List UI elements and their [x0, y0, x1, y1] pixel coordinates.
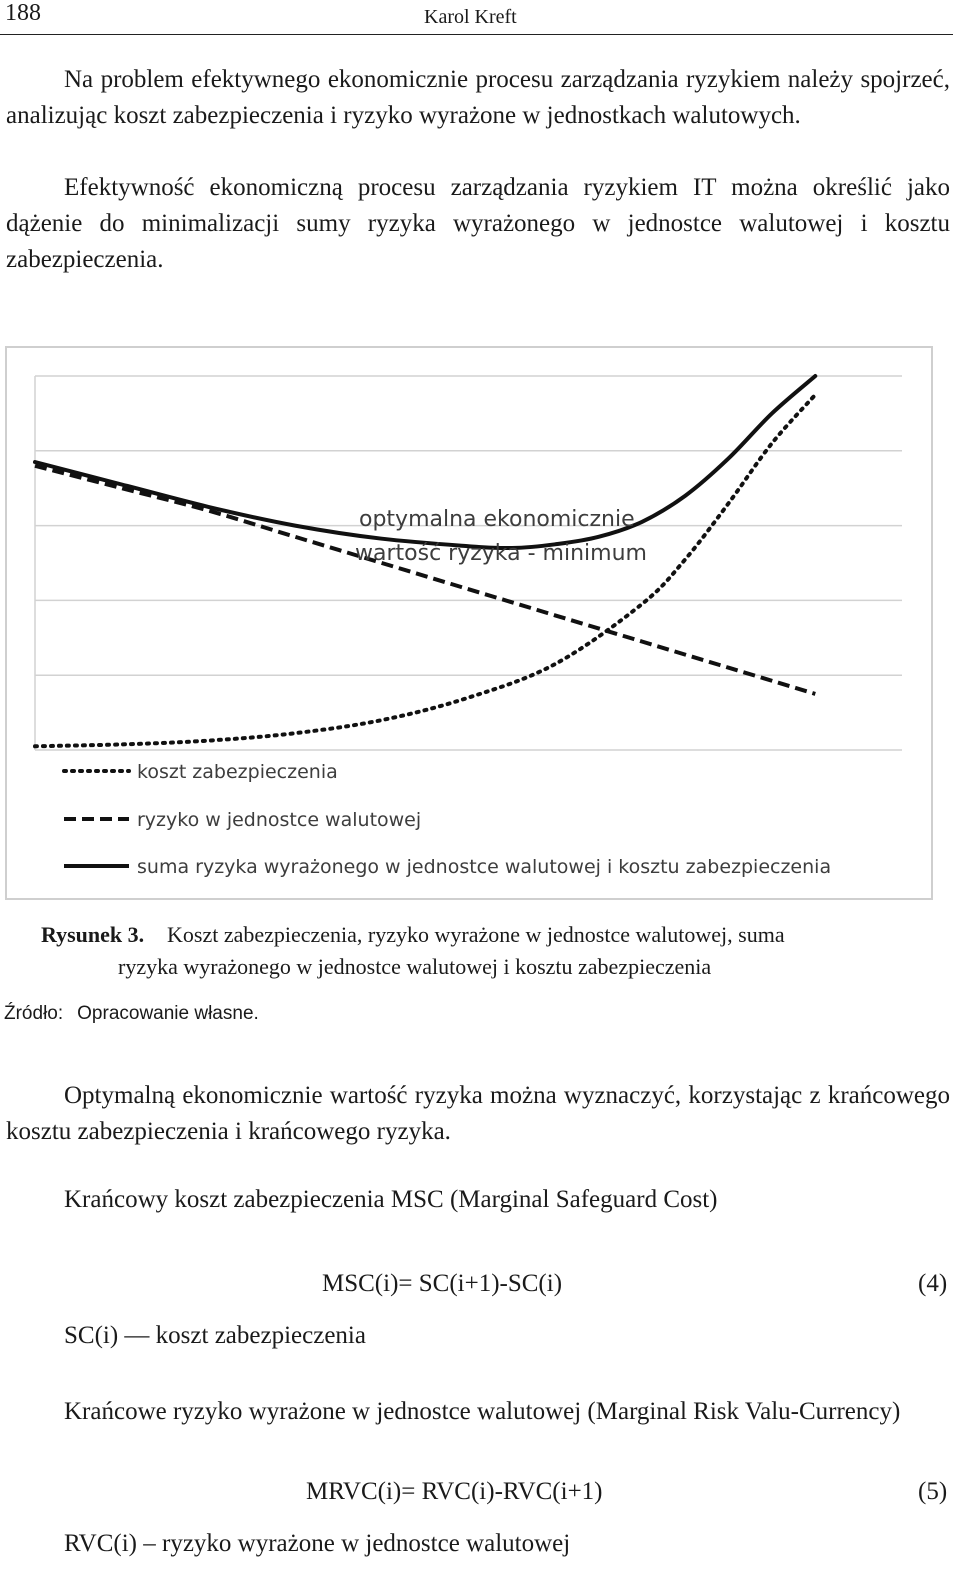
formula-4-definition: SC(i) — koszt zabezpieczenia: [64, 1322, 366, 1349]
source-label: Źródło:: [4, 1003, 64, 1024]
figure-source: [4, 1003, 259, 1025]
formula-4: MSC(i)= SC(i+1)-SC(i): [322, 1270, 563, 1297]
figure-caption-line-1: Koszt zabezpieczenia, ryzyko wyrażone w jednostce walutowej, suma: [167, 922, 785, 947]
paragraph-1: Na problem efektywnego ekonomicznie procesu zarządzania ryzykiem należy spojrzeć, analizując koszt zabezpieczenia i ryzyko wyrażone w jednostkach walutowych.: [6, 66, 950, 129]
paragraph-5: Krańcowe ryzyko wyrażone w jednostce walutowej (Marginal Risk Valu-Currency): [64, 1398, 901, 1425]
formula-4-number: (4): [918, 1270, 948, 1297]
formula-5-definition: RVC(i) – ryzyko wyrażone w jednostce walutowej: [64, 1530, 571, 1557]
figure-caption-label: Rysunek 3.: [41, 922, 145, 947]
formula-5-number: (5): [918, 1478, 948, 1505]
source-text: Opracowanie własne.: [77, 1003, 259, 1024]
paragraph-2: Efektywność ekonomiczną procesu zarządzania ryzykiem IT można określić jako dążenie do minimalizacji sumy ryzyka wyrażonego w jednostce walutowej i kosztu zabezpieczenia.: [6, 174, 950, 273]
header-rule: [0, 34, 953, 35]
annotation-line-1: optymalna ekonomicznie: [359, 507, 635, 532]
running-header-author: Karol Kreft: [424, 6, 517, 28]
paragraph-3: Optymalną ekonomicznie wartość ryzyka można wyznaczyć, korzystając z krańcowego kosztu zabezpieczenia i krańcowego ryzyka.: [6, 1082, 950, 1145]
chart-svg: [7, 348, 931, 898]
figure-caption-line-2: ryzyka wyrażonego w jednostce walutowej i kosztu zabezpieczenia: [118, 954, 712, 979]
legend-label-koszt: koszt zabezpieczenia: [137, 761, 338, 783]
page-number: 188: [5, 0, 41, 26]
annotation-line-2: wartość ryzyka - minimum: [355, 541, 647, 566]
series-line-dotted: [35, 395, 815, 747]
figure-chart: [5, 346, 933, 900]
legend-label-ryzyko: ryzyko w jednostce walutowej: [137, 809, 422, 831]
legend-label-suma: suma ryzyka wyrażonego w jednostce walutowej i kosztu zabezpieczenia: [137, 856, 832, 878]
chart-legend: [64, 761, 831, 878]
paragraph-4: Krańcowy koszt zabezpieczenia MSC (Marginal Safeguard Cost): [64, 1186, 718, 1213]
series-line-dashed: [35, 466, 815, 694]
formula-5: MRVC(i)= RVC(i)-RVC(i+1): [306, 1478, 603, 1505]
